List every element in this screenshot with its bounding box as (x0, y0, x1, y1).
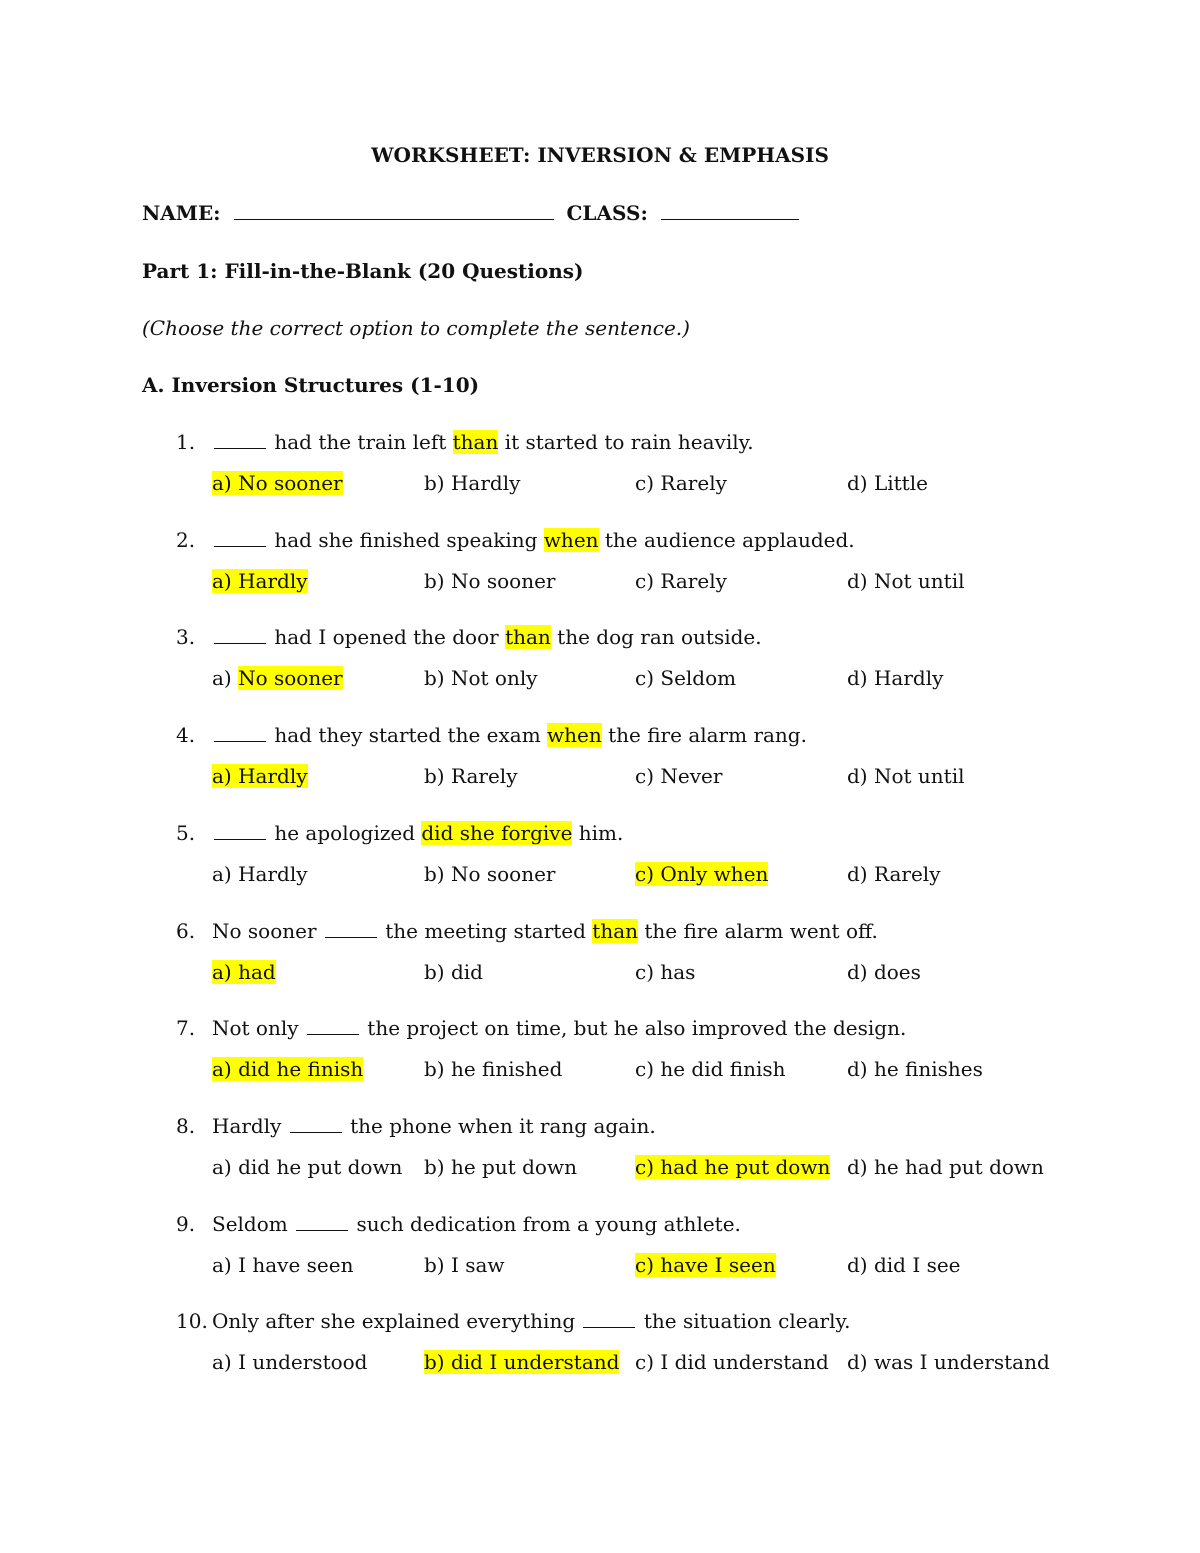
question-stem (212, 430, 754, 454)
answer-blank[interactable] (214, 823, 266, 840)
answer-blank[interactable] (325, 921, 377, 938)
stem-after: had she finished speaking (274, 527, 544, 552)
question-stem (212, 528, 855, 552)
answer-option[interactable]: d) he finishes (847, 1057, 983, 1082)
answer-option[interactable]: d) did I see (847, 1252, 961, 1277)
answer-option[interactable]: c) Never (635, 764, 723, 789)
name-field[interactable] (234, 201, 554, 220)
name-label: NAME: (142, 201, 221, 225)
question-number: 3. (176, 625, 196, 650)
answer-option[interactable]: b) Not only (424, 666, 538, 691)
answer-option[interactable]: d) Not until (847, 764, 965, 789)
stem-before: Not only (212, 1016, 305, 1041)
answer-blank[interactable] (214, 725, 266, 742)
question-number: 7. (176, 1016, 196, 1041)
answer-option[interactable]: c) have I seen (635, 1252, 776, 1277)
answer-option[interactable]: b) did I understand (424, 1350, 620, 1375)
answer-option[interactable]: d) does (847, 959, 921, 984)
highlighted-keyword: than (452, 430, 499, 454)
worksheet-title: WORKSHEET: INVERSION & EMPHASIS (371, 143, 829, 167)
stem-before: Hardly (212, 1113, 288, 1138)
answer-option[interactable]: a) I understood (212, 1350, 368, 1375)
answer-option[interactable]: a) I have seen (212, 1252, 354, 1277)
highlighted-keyword: did she forgive (421, 820, 573, 845)
answer-option[interactable]: b) No sooner (424, 861, 556, 886)
question-item (0, 1212, 1200, 1302)
answer-option[interactable]: a) Hardly (212, 568, 308, 593)
answer-option[interactable]: c) Rarely (635, 471, 727, 495)
part-heading: Part 1: Fill-in-the-Blank (20 Questions) (142, 259, 584, 283)
answer-blank[interactable] (307, 1018, 359, 1035)
question-number: 6. (176, 918, 196, 943)
answer-option[interactable]: d) Hardly (847, 666, 944, 691)
stem-tail: the fire alarm went off. (638, 918, 878, 943)
stem-after: had I opened the door (274, 625, 506, 650)
answer-option[interactable]: c) Rarely (635, 568, 727, 593)
answer-option[interactable]: c) had he put down (635, 1154, 831, 1179)
stem-after: he apologized (274, 820, 422, 845)
answer-option[interactable]: d) Rarely (847, 861, 941, 886)
answer-blank[interactable] (583, 1311, 635, 1328)
answer-option[interactable]: b) he put down (424, 1154, 577, 1179)
answer-option[interactable]: b) Hardly (424, 471, 521, 495)
stem-after: had they started the exam (274, 723, 548, 748)
question-number: 4. (176, 723, 196, 748)
answer-option[interactable]: a) No sooner (212, 471, 343, 495)
question-stem (212, 1212, 741, 1236)
question-item (0, 821, 1200, 911)
answer-option[interactable]: c) Seldom (635, 666, 737, 691)
answer-option[interactable]: b) I saw (424, 1252, 505, 1277)
answer-option[interactable]: d) Not until (847, 568, 965, 593)
name-class-row (142, 201, 799, 225)
answer-blank[interactable] (296, 1214, 348, 1231)
stem-before: No sooner (212, 918, 323, 943)
question-item (0, 528, 1200, 618)
answer-option[interactable]: b) Rarely (424, 764, 518, 789)
answer-option[interactable]: c) has (635, 959, 696, 984)
answer-option[interactable]: d) was I understand (847, 1350, 1050, 1375)
answer-blank[interactable] (214, 530, 266, 547)
stem-before: Only after she explained everything (212, 1309, 582, 1334)
question-number: 10. (176, 1309, 208, 1334)
stem-after: had the train left (274, 430, 453, 454)
question-stem (212, 821, 623, 845)
question-stem (212, 919, 878, 943)
question-item (0, 1016, 1200, 1106)
answer-option[interactable]: c) Only when (635, 861, 769, 886)
answer-option[interactable]: a) did he finish (212, 1057, 364, 1082)
answer-option[interactable]: c) I did understand (635, 1350, 829, 1375)
answer-option[interactable]: b) he finished (424, 1057, 563, 1082)
highlighted-keyword: than (505, 625, 551, 650)
answer-option[interactable]: b) did (424, 959, 483, 984)
stem-after: the phone when it rang again. (350, 1113, 656, 1138)
stem-tail: the audience applauded. (598, 527, 855, 552)
stem-tail: the dog ran outside. (550, 625, 762, 650)
question-number: 5. (176, 820, 196, 845)
stem-tail: him. (572, 820, 624, 845)
question-item (0, 919, 1200, 1009)
answer-option[interactable]: a) Hardly (212, 861, 308, 886)
highlighted-keyword: when (543, 527, 599, 552)
class-label: CLASS: (566, 201, 648, 225)
question-number: 8. (176, 1113, 196, 1138)
answer-option[interactable]: a) did he put down (212, 1154, 403, 1179)
question-item (0, 430, 1200, 520)
answer-option[interactable]: d) he had put down (847, 1154, 1044, 1179)
question-stem (212, 723, 807, 747)
answer-option[interactable]: a) No sooner (212, 666, 343, 691)
stem-after: the meeting started (385, 918, 593, 943)
question-number: 2. (176, 527, 196, 552)
highlighted-keyword: than (592, 918, 639, 943)
answer-blank[interactable] (214, 432, 266, 449)
section-heading: A. Inversion Structures (1-10) (142, 373, 480, 397)
answer-blank[interactable] (290, 1116, 342, 1133)
stem-after: the situation clearly. (643, 1309, 851, 1334)
question-number: 1. (176, 430, 196, 454)
question-item (0, 625, 1200, 715)
answer-option[interactable]: a) had (212, 959, 276, 984)
answer-option[interactable]: c) he did finish (635, 1057, 786, 1082)
answer-option[interactable]: a) Hardly (212, 764, 308, 789)
question-number: 9. (176, 1211, 196, 1236)
question-stem (212, 1309, 850, 1333)
question-stem (212, 625, 762, 649)
stem-tail: it started to rain heavily. (498, 430, 754, 454)
answer-option[interactable]: b) No sooner (424, 568, 556, 593)
stem-after: the project on time, but he also improved the design. (367, 1016, 907, 1041)
stem-before: Seldom (212, 1211, 295, 1236)
highlighted-keyword: when (547, 723, 602, 748)
stem-tail: the fire alarm rang. (601, 723, 807, 748)
question-item (0, 1114, 1200, 1204)
stem-after: such dedication from a young athlete. (356, 1211, 741, 1236)
question-stem (212, 1016, 906, 1040)
instruction-text: (Choose the correct option to complete the sentence.) (142, 316, 690, 340)
answer-blank[interactable] (214, 627, 266, 644)
question-stem (212, 1114, 656, 1138)
answer-option[interactable]: d) Little (847, 471, 928, 495)
question-item (0, 723, 1200, 813)
question-item (0, 1309, 1200, 1399)
class-field[interactable] (661, 201, 799, 220)
